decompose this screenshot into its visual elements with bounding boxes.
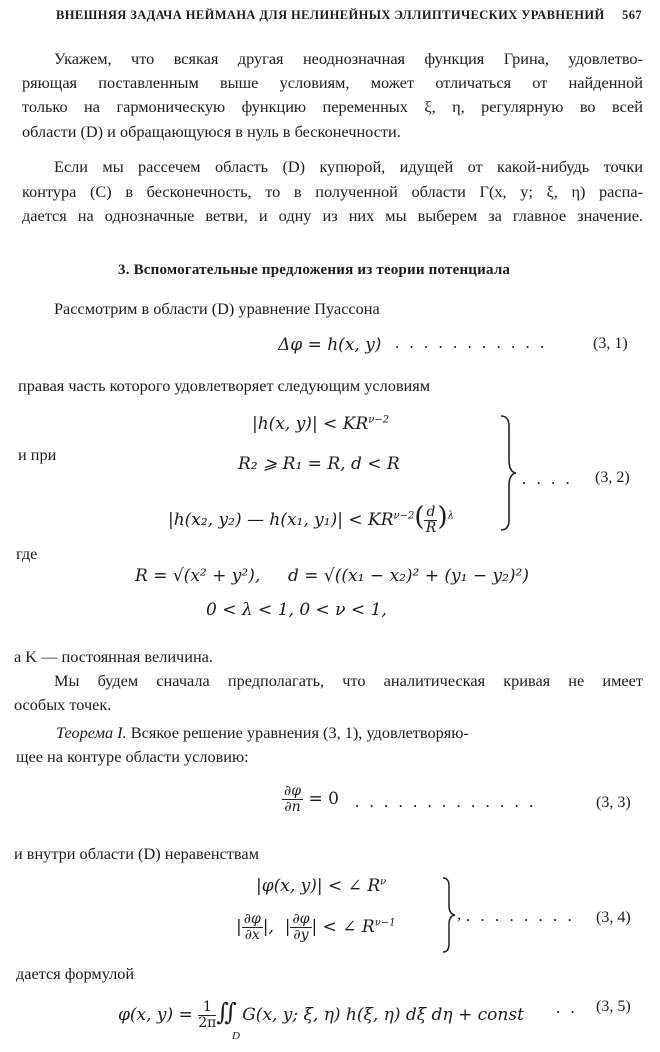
eq-3-5	[118, 998, 524, 1031]
eq-3-5-integral: ∬	[216, 998, 237, 1026]
eq-3-2-line3-exp2: λ	[447, 510, 454, 522]
and-when: и при	[18, 445, 57, 464]
eq-where-r: R = √(x² + y²),	[135, 566, 261, 586]
eq-3-4-line2: | $\frac{\partial\varphi}{\partial x}$ |, | $\frac{\partial\varphi}{\partial y}$ | < ∠ $R^{\nu-1}$	[236, 911, 396, 943]
eq-3-4-frac1	[242, 912, 263, 943]
p2-line3: дается на однозначные ветви, и одну из них мы выберем за главное значение.	[22, 206, 643, 225]
eq-3-4-line1-exp: ν	[380, 876, 387, 888]
eq-3-2-line1-text: |h(x, y)| < KR	[252, 414, 369, 434]
eq-3-2-line2: R₂ ⩾ R₁ = R, d < R	[238, 454, 400, 474]
eq-3-1-leader: . . . . . . . . . . .	[395, 333, 548, 352]
running-title: ВНЕШНЯЯ ЗАДАЧА НЕЙМАНА ДЛЯ НЕЛИНЕЙНЫХ ЭЛЛИПТИЧЕСКИХ УРАВНЕНИЙ	[56, 8, 605, 22]
p2-line2: контура (C) в бесконечность, то в полученной области Γ(x, y; ξ, η) распа-	[22, 182, 643, 201]
eq-3-5-body: G(x, y; ξ, η) h(ξ, η) dξ dη + const	[242, 1005, 524, 1025]
p4: правая часть которого удовлетворяет следующим условиям	[18, 376, 431, 395]
eq-where-ranges: 0 < λ < 1, 0 < ν < 1,	[206, 600, 387, 620]
eq-3-4-frac1-den: ∂x	[244, 927, 260, 943]
eq-3-5-frac-num: 1	[198, 1000, 216, 1016]
eq-3-4-line1-text: |φ(x, y)| < ∠ R	[256, 876, 381, 896]
eq-3-1: Δφ = h(x, y)	[278, 335, 382, 355]
eq-3-2-frac-num: d	[426, 504, 436, 520]
eq-3-2-line3: |h(x₂, y₂) — h(x₁, $y_1)| < KR^{\nu-2}$( $\frac{d}{R}$ )$^\lambda$	[168, 502, 454, 536]
eq-3-2-line3-exp: ν−2	[393, 510, 415, 522]
eq-3-2-line1-exp: ν−2	[368, 414, 390, 426]
eq-3-4-line2-exp: ν−1	[374, 917, 396, 929]
theorem-text-line1: Всякое решение уравнения (3, 1), удовлетворяю-	[130, 723, 469, 742]
section-heading: 3. Вспомогательные предложения из теории потенциала	[118, 262, 511, 278]
eq-3-3-frac	[282, 784, 303, 815]
eq-3-2-leader: . . . .	[522, 469, 573, 488]
p6-line2: особых точек.	[14, 695, 112, 714]
eq-3-3-label: (3, 3)	[596, 794, 631, 811]
eq-3-4-comma: ,	[457, 906, 461, 923]
eq-3-5-leader: . .	[556, 998, 578, 1017]
where-label: где	[16, 544, 38, 563]
p8: дается формулой	[16, 964, 135, 983]
eq-3-5-frac-den: 2π	[198, 1015, 217, 1031]
eq-3-4-frac1-num: ∂φ	[243, 911, 261, 927]
eq-3-4-label: (3, 4)	[596, 909, 631, 926]
eq-3-2-frac	[424, 505, 437, 536]
eq-3-5-lhs: φ(x, y) =	[118, 1005, 193, 1025]
eq-3-1-label: (3, 1)	[593, 335, 628, 352]
eq-3-2-frac-den: R	[425, 520, 437, 536]
eq-3-4-right-brace	[440, 876, 458, 954]
p1-line2: ряющая поставленным выше условиям, может отличаться от найденной	[22, 73, 643, 92]
eq-3-4-line1	[256, 876, 386, 896]
p1-line1: Укажем, что всякая другая неоднозначная функция Грина, удовлетво-	[54, 49, 643, 68]
eq-3-3-frac-num: ∂φ	[284, 783, 302, 799]
p6-line1: Мы будем сначала предполагать, что аналитическая кривая не имеет	[54, 671, 643, 690]
eq-3-2-line3-text: |h(x₂, y₂) — h(x₁, y₁)| < KR	[168, 510, 394, 530]
eq-3-4-frac2	[290, 912, 311, 943]
running-header	[56, 8, 642, 23]
eq-3-2-label: (3, 2)	[595, 469, 630, 486]
eq-3-5-label: (3, 5)	[596, 998, 631, 1015]
p3: Рассмотрим в области (D) уравнение Пуассона	[54, 299, 380, 318]
eq-3-2-right-brace	[498, 414, 518, 532]
theorem-label: Теорема I.	[56, 723, 127, 742]
eq-3-4-leader: . . . . . . . .	[466, 906, 575, 925]
p7: и внутри области (D) неравенствам	[14, 844, 259, 863]
theorem-line2: щее на контуре области условию:	[16, 747, 249, 766]
page-number: 567	[622, 8, 642, 22]
p5: а K — постоянная величина.	[14, 647, 213, 666]
eq-3-5-frac	[198, 1000, 216, 1031]
p1-line4: области (D) и обращающуюся в нуль в бесконечности.	[22, 122, 401, 141]
p2-line1: Если мы рассечем область (D) купюрой, идущей от какой-нибудь точки	[54, 157, 643, 176]
eq-3-5-domain: D	[232, 1030, 240, 1042]
eq-3-4-frac2-den: ∂y	[293, 927, 309, 943]
eq-3-4-line2-rhs: < ∠ R	[322, 917, 375, 937]
p1-line3: только на гармоническую функцию переменных ξ, η, регулярную во всей	[22, 97, 643, 116]
eq-3-3	[282, 784, 339, 815]
theorem-line1	[56, 721, 469, 745]
eq-where-d: d = √((x₁ − x₂)² + (y₁ − y₂)²)	[288, 566, 529, 586]
eq-3-3-frac-den: ∂n	[284, 799, 301, 815]
eq-3-2-line1	[252, 414, 389, 434]
eq-3-3-leader: . . . . . . . . . . . . .	[355, 792, 537, 811]
eq-3-3-rhs: = 0	[308, 789, 339, 809]
eq-3-4-frac2-num: ∂φ	[292, 911, 310, 927]
